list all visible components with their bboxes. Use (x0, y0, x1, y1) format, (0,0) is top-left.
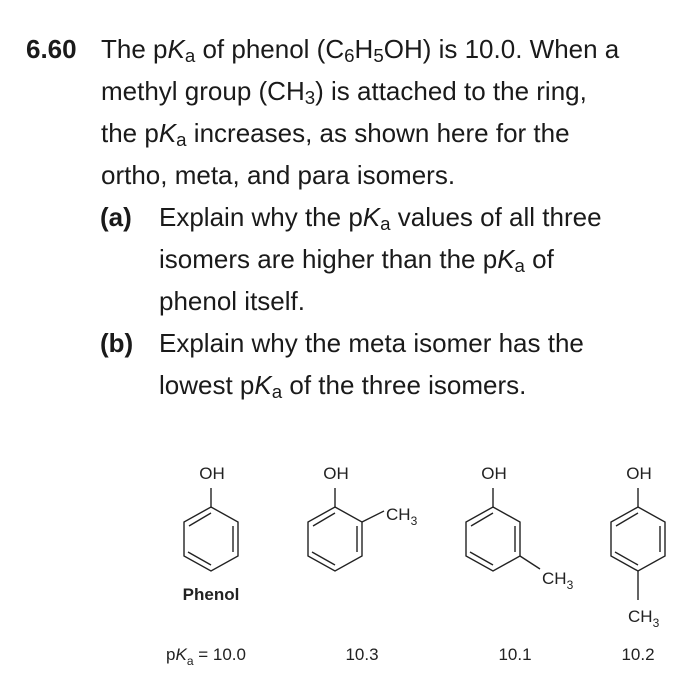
phenol-oh-label: OH (199, 464, 225, 483)
phenol-structure (183, 464, 240, 604)
part-b-label: (b) (100, 328, 134, 358)
phenol-pka-value: $pK_a = 10.0$ (166, 645, 246, 668)
part-a-label: (a) (100, 202, 132, 232)
ortho-oh-label: OH (323, 464, 349, 483)
para-cresol-structure (611, 464, 665, 630)
part-a: (a) Explain why the $pK_a$ values of all three isomers are higher than the $pK_a$ of phenol itself. (159, 196, 686, 322)
problem-number: 6.60 (26, 34, 77, 64)
ortho-ch3-label: $CH_3$ (386, 505, 418, 528)
meta-ch3-label: $CH_3$ (542, 569, 574, 592)
problem-stem: The $pK_a$ of phenol $(C_6H_5OH)$ is 10.0. When a methyl group $(CH_3)$ is attached to the ring, the $pK_a$ increases, as shown here for the ortho, meta, and para isomers. (101, 34, 620, 190)
meta-pka-value: 10.1 (498, 645, 532, 664)
ortho-pka-value: 10.3 (345, 645, 379, 664)
meta-cresol-structure (466, 464, 574, 592)
ortho-cresol-structure (308, 464, 418, 571)
part-b: (b) Explain why the meta isomer has the lowest $pK_a$ of the three isomers. (159, 322, 686, 406)
para-oh-label: OH (626, 464, 652, 483)
meta-oh-label: OH (481, 464, 507, 483)
para-pka-value: 10.2 (621, 645, 655, 664)
para-ch3-label: $CH_3$ (628, 607, 660, 630)
phenol-name-label: Phenol (182, 585, 240, 604)
